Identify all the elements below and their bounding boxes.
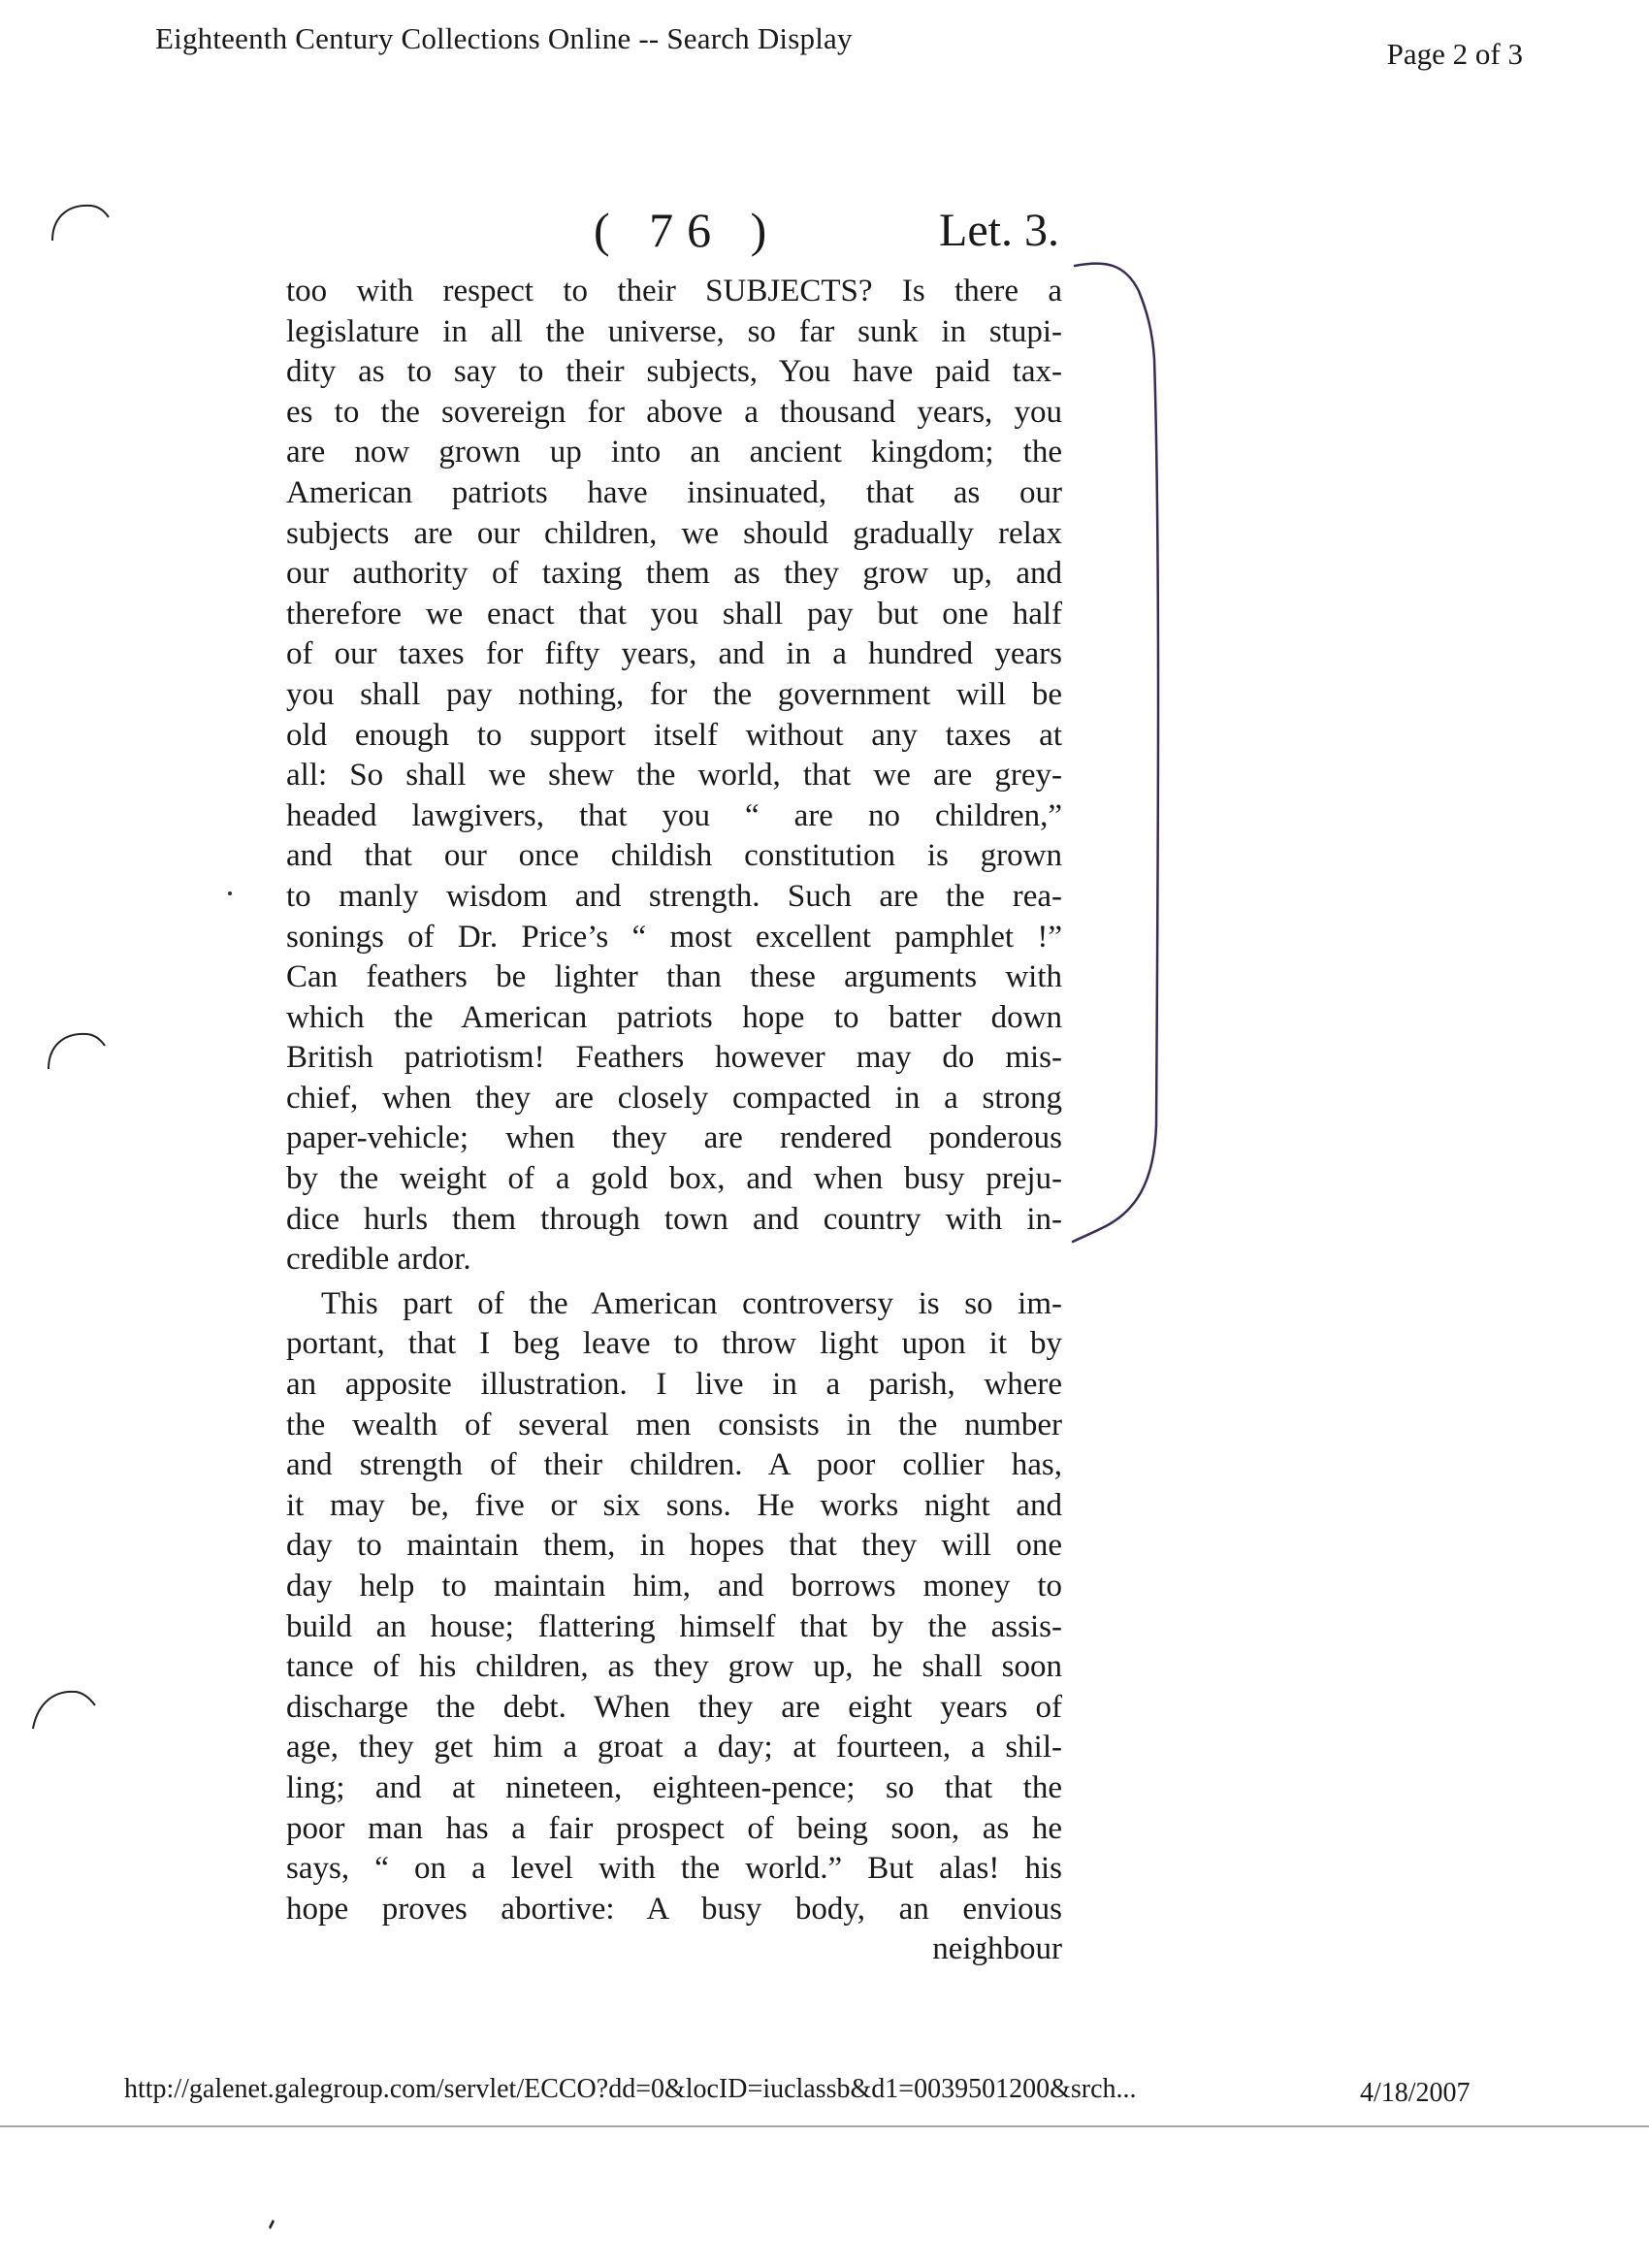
binder-hole-bottom — [25, 1676, 103, 1734]
source-url: http://galenet.galegroup.com/servlet/ECCO?dd=0&locID=iuclassb&d1=0039501200&srch... — [124, 2074, 1137, 2104]
text-line: dice hurls them through town and country with in- — [286, 1201, 1062, 1237]
catchword: neighbour — [932, 1931, 1062, 1967]
text-line: old enough to support itself without any taxes at — [286, 717, 1062, 753]
print-date: 4/18/2007 — [1360, 2078, 1471, 2108]
text-line: therefore we enact that you shall pay but one half — [286, 596, 1062, 632]
body-text — [286, 272, 1062, 1970]
binder-hole-top — [39, 190, 116, 248]
text-line: American patriots have insinuated, that as our — [286, 474, 1062, 510]
text-line: tance of his children, as they grow up, he shall soon — [286, 1649, 1062, 1685]
text-line: age, they get him a groat a day; at fourteen, a shil- — [286, 1730, 1062, 1766]
text-line: and strength of their children. A poor collier has, — [286, 1447, 1062, 1483]
text-line: day to maintain them, in hopes that they will one — [286, 1528, 1062, 1564]
text-line: an apposite illustration. I live in a parish, where — [286, 1367, 1062, 1403]
footer-rule — [0, 2124, 1649, 2128]
text-line: British patriotism! Feathers however may do mis- — [286, 1040, 1062, 1076]
stray-dot — [266, 2218, 277, 2231]
margin-bracket-mark — [1067, 252, 1174, 1300]
text-line: says, “ on a level with the world.” But alas! his — [286, 1851, 1062, 1887]
text-line: ling; and at nineteen, eighteen-pence; so that the — [286, 1769, 1062, 1805]
text-line: chief, when they are closely compacted in a strong — [286, 1080, 1062, 1116]
page-indicator: Page 2 of 3 — [1386, 37, 1523, 71]
text-line: subjects are our children, we should gradually relax — [286, 515, 1062, 551]
text-line: it may be, five or six sons. He works night and — [286, 1487, 1062, 1523]
running-head — [582, 202, 1125, 260]
text-line: paper-vehicle; when they are rendered ponderous — [286, 1120, 1062, 1156]
text-line: This part of the American controversy is so im- — [321, 1285, 1062, 1321]
text-line: by the weight of a gold box, and when busy preju- — [286, 1161, 1062, 1197]
text-line: poor man has a fair prospect of being soon, as he — [286, 1810, 1062, 1846]
text-line: dity as to say to their subjects, You have paid tax- — [286, 354, 1062, 390]
text-line: legislature in all the universe, so far sunk in stupi- — [286, 313, 1062, 349]
stray-dot — [225, 889, 235, 898]
text-line: you shall pay nothing, for the government will be — [286, 676, 1062, 712]
header-title: Eighteenth Century Collections Online -- Search Display — [155, 21, 853, 55]
text-line: and that our once childish constitution is grown — [286, 838, 1062, 874]
text-line: hope proves abortive: A busy body, an envious — [286, 1891, 1062, 1927]
text-line: build an house; flattering himself that by the assis- — [286, 1608, 1062, 1644]
text-line: es to the sovereign for above a thousand years, you — [286, 394, 1062, 430]
text-line: headed lawgivers, that you “ are no children,” — [286, 797, 1062, 833]
page-number: ( 76 ) — [594, 203, 781, 257]
text-line: day help to maintain him, and borrows money to — [286, 1569, 1062, 1604]
text-line: which the American patriots hope to batter down — [286, 999, 1062, 1035]
text-line: portant, that I beg leave to throw light upon it by — [286, 1326, 1062, 1362]
text-line: our authority of taxing them as they grow up, and — [286, 556, 1062, 592]
binder-hole-middle — [35, 1019, 113, 1077]
text-line: are now grown up into an ancient kingdom; the — [286, 435, 1062, 470]
text-line: discharge the debt. When they are eight years of — [286, 1689, 1062, 1725]
text-line: of our taxes for fifty years, and in a hundred years — [286, 636, 1062, 672]
text-line: sonings of Dr. Price’s “ most excellent pamphlet !” — [286, 919, 1062, 955]
text-line: Can feathers be lighter than these arguments with — [286, 959, 1062, 995]
letter-number: Let. 3. — [939, 205, 1059, 256]
text-line: to manly wisdom and strength. Such are the rea- — [286, 878, 1062, 914]
text-line: all: So shall we shew the world, that we are grey- — [286, 758, 1062, 794]
text-line: the wealth of several men consists in the number — [286, 1407, 1062, 1442]
text-line: too with respect to their SUBJECTS? Is there a — [286, 274, 1062, 308]
text-line: credible ardor. — [286, 1242, 471, 1278]
